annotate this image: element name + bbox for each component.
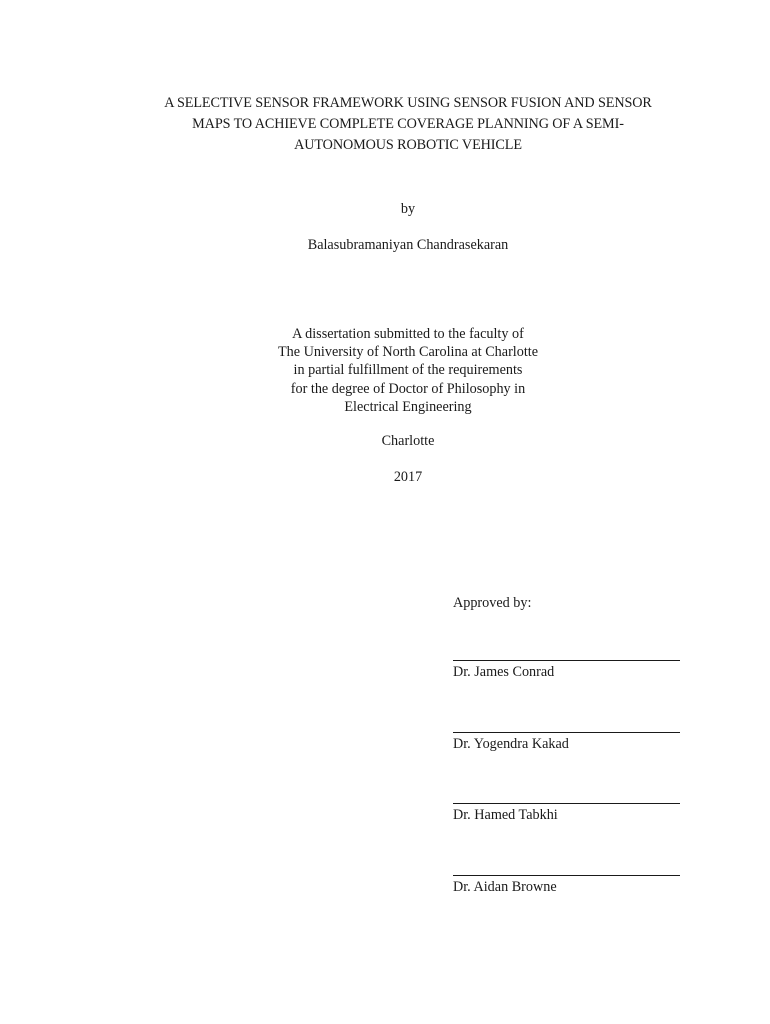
- signature-line: [453, 803, 680, 804]
- title-line-2: MAPS TO ACHIEVE COMPLETE COVERAGE PLANNING OF A SEMI-: [192, 116, 624, 132]
- statement-line-4: for the degree of Doctor of Philosophy in: [290, 380, 526, 397]
- year: 2017: [393, 469, 423, 485]
- signatory-name: Dr. Aidan Browne: [453, 879, 557, 895]
- signature-line: [453, 660, 680, 661]
- signature-block: [453, 875, 680, 897]
- dissertation-title: [0, 93, 770, 156]
- place: Charlotte: [381, 433, 435, 449]
- statement-line-5: Electrical Engineering: [344, 398, 472, 415]
- signature-line: [453, 732, 680, 733]
- statement-line-1: A dissertation submitted to the faculty of: [292, 326, 524, 342]
- signatory-name: Dr. James Conrad: [453, 664, 555, 680]
- by-label: by: [400, 201, 416, 217]
- title-line-3: AUTONOMOUS ROBOTIC VEHICLE: [294, 137, 522, 153]
- signature-block: [453, 803, 680, 825]
- signature-block: [453, 732, 680, 754]
- author-name: Balasubramaniyan Chandrasekaran: [307, 237, 509, 253]
- statement-line-2: The University of North Carolina at Charlotte: [277, 344, 539, 361]
- signature-line: [453, 875, 680, 876]
- signatory-name: Dr. Hamed Tabkhi: [453, 807, 558, 823]
- signatory-name: Dr. Yogendra Kakad: [453, 736, 569, 752]
- approved-by-label: Approved by:: [453, 595, 532, 611]
- statement-line-3: in partial fulfillment of the requirements: [293, 362, 523, 379]
- signature-block: [453, 660, 680, 682]
- submission-statement: [0, 325, 770, 416]
- title-line-1: A SELECTIVE SENSOR FRAMEWORK USING SENSOR FUSION AND SENSOR: [164, 95, 652, 111]
